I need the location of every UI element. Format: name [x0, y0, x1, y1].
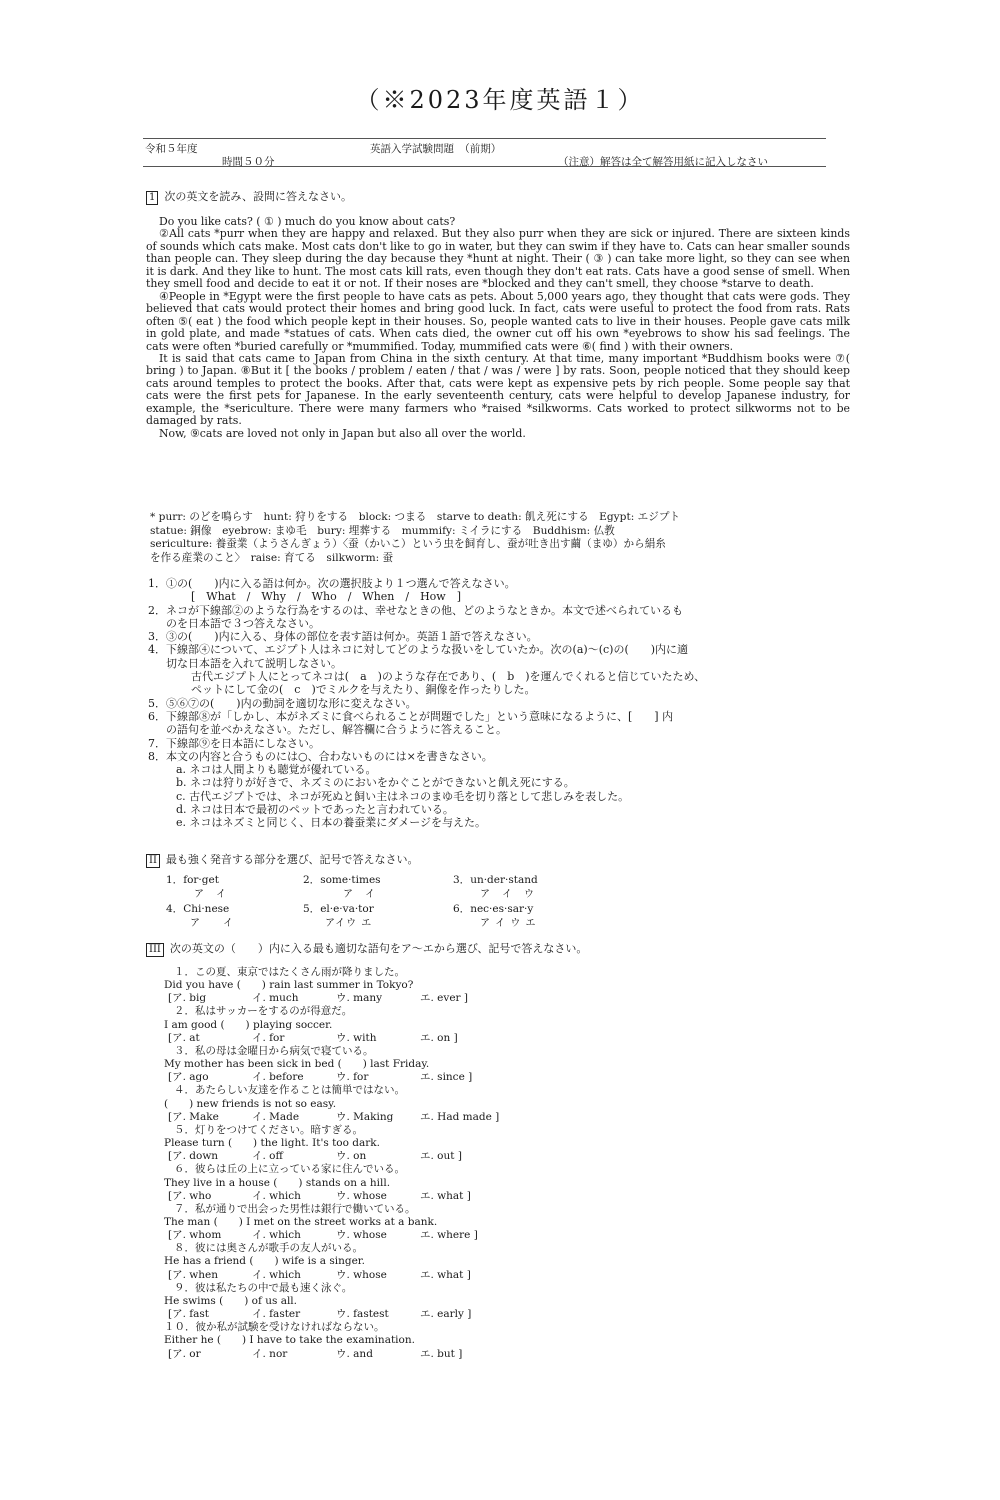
stress-number: 4． — [166, 903, 184, 915]
option-choice: ウ. with — [336, 1031, 377, 1044]
option-choice: エ. early ] — [420, 1308, 472, 1321]
fill-blank-options — [164, 1348, 584, 1361]
glossary-line: sericulture: 養蚕業（ようさんぎょう）〈蚕（かいこ）という虫を飼育し、蚕が吐き出す繭（まゆ）から絹糸 — [150, 538, 666, 550]
question-line: 1．①の( )内に入る語は何か。次の選択肢より１つ選んで答えなさい。 — [148, 577, 516, 590]
glossary-line: * purr: のどを鳴らす hunt: 狩りをする block: つまる starve to death: 飢え死にする Egypt: エジプト — [150, 511, 681, 523]
option-choice: エ. what ] — [420, 1189, 471, 1202]
option-choice: [ア. fast — [168, 1308, 210, 1321]
option-choice: イ. nor — [252, 1347, 288, 1360]
time-label: 時間５０分 — [222, 156, 275, 168]
section3-items — [164, 966, 584, 1361]
stress-word: el·e·va·tor — [320, 903, 374, 915]
option-choice: ウ. fastest — [336, 1308, 389, 1321]
option-choice: ウ. whose — [336, 1229, 387, 1242]
fill-blank-jp: ８．彼には奥さんが歌手の友人がいる。 — [174, 1242, 363, 1255]
glossary — [150, 511, 852, 565]
stress-word: un·der·stand — [470, 874, 538, 886]
fill-blank-sentence: Either he ( ) I have to take the examination. — [164, 1334, 415, 1347]
stress-kana: ア イ ウ — [480, 889, 535, 900]
question-line: 古代エジプト人にとってネコは( a )のような存在であり、( b )を運んでくれると信じていたため、 — [191, 670, 706, 684]
answer-note: （注意）解答は全て解答用紙に記入しなさい — [558, 156, 768, 168]
statement-item: e. ネコはネズミと同じく、日本の養蚕業にダメージを与えた。 — [176, 816, 487, 830]
option-choice: エ. what ] — [420, 1268, 471, 1281]
section2-instruction: 最も強く発音する部分を選び、記号で答えなさい。 — [165, 853, 419, 866]
section2-number: II — [146, 854, 160, 868]
question-choices: [ What / Why / Who / When / How ] — [191, 590, 462, 604]
option-choice: ウ. Making — [336, 1110, 394, 1123]
option-choice: イ. before — [252, 1071, 304, 1084]
fill-blank-jp: ５．灯りをつけてください。暗すぎる。 — [174, 1123, 363, 1136]
fill-blank-sentence: The man ( ) I met on the street works at a bank. — [164, 1215, 438, 1228]
option-choice: [ア. or — [168, 1347, 201, 1360]
section1-heading — [146, 188, 352, 205]
fill-blank-sentence: Please turn ( ) the light. It's too dark. — [164, 1137, 380, 1150]
stress-number: 6． — [453, 903, 471, 915]
stress-kana: ア イ — [343, 889, 376, 900]
passage-para-3: ④People in *Egypt were the first people to have cats as pets. About 5,000 years ago, they thought that cats were gods. They believed that cats would protect their homes and bring good luck. In fact, cats were useful to protect the food from rats. Rats often ⑤( eat ) the food which people kept in their houses. So, people wanted cats to live in their houses. People gave cats milk in gold plate, and made *statues of cats. When cats died, the owner cut off his own *eyebrows to show his sad feelings. The cats were often *buried carefully or *mummified. Today, mummified cats were ⑥( find ) with their owners. — [146, 289, 850, 353]
fill-blank-jp: ４．あたらしい友達を作ることは簡単ではない。 — [174, 1084, 405, 1097]
fill-blank-sentence: My mother has been sick in bed ( ) last Friday. — [164, 1058, 430, 1071]
header-top-rule — [143, 138, 826, 139]
section3-number: III — [146, 943, 164, 957]
question-line: 切な日本語を入れて説明しなさい。 — [166, 656, 342, 670]
passage-para-4: It is said that cats came to Japan from China in the sixth century. At that time, many important *Buddhism books were ⑦( bring ) to Japan. ⑧But it [ the books / problem / eaten / that / was / were ] by rats. Soon, people noticed that they should keep cats around temples to protect the books. After that, cats were kept as expensive pets by rich people. Some people say that cats were the first pets for Japanese. In the early seventeenth century, cats were helpful to develop Japanese industry, for example, the *sericulture. There were many farmers who *raised *silkworms. Cats worked to protect silkworms not to be damaged by rats. — [146, 351, 850, 428]
option-choice: ウ. whose — [336, 1268, 387, 1281]
statement-item: c. 古代エジプトでは、ネコが死ぬと飼い主はネコのまゆ毛を切り落として悲しみを表した。 — [176, 789, 630, 803]
fill-blank-options — [164, 1308, 584, 1321]
passage — [146, 216, 850, 440]
stress-number: 1． — [166, 874, 184, 886]
option-choice: イ. Made — [252, 1110, 300, 1123]
statement-item: a. ネコは人間よりも聴覚が優れている。 — [176, 763, 377, 777]
option-choice: [ア. big — [168, 992, 207, 1005]
fill-blank-jp: １．この夏、東京ではたくさん雨が降りました。 — [174, 966, 405, 978]
option-choice: ウ. for — [336, 1071, 369, 1084]
section3-heading — [146, 940, 587, 957]
fill-blank-jp: ２．私はサッカーをするのが得意だ。 — [174, 1005, 353, 1018]
option-choice: エ. since ] — [420, 1071, 473, 1084]
fill-blank-jp: ３．私の母は金曜日から病気で寝ている。 — [174, 1044, 374, 1057]
fill-blank-sentence: He has a friend ( ) wife is a singer. — [164, 1255, 365, 1268]
option-choice: エ. on ] — [420, 1031, 458, 1044]
option-choice: イ. which — [252, 1229, 301, 1242]
section1-questions — [148, 577, 858, 830]
option-choice: イ. which — [252, 1189, 301, 1202]
fill-blank-options — [164, 992, 584, 1005]
option-choice: エ. Had made ] — [420, 1110, 500, 1123]
option-choice: ウ. and — [336, 1347, 373, 1360]
fill-blank-jp: １０．彼か私が試験を受けなければならない。 — [164, 1321, 385, 1334]
option-choice: [ア. down — [168, 1150, 219, 1163]
stress-number: 5． — [303, 903, 321, 915]
statement-item: b. ネコは狩りが好きで、ネズミのにおいをかぐことができないと飢え死にする。 — [176, 776, 575, 790]
fill-blank-jp: ６．彼らは丘の上に立っている家に住んでいる。 — [174, 1163, 405, 1176]
section1-instruction: 次の英文を読み、設問に答えなさい。 — [164, 190, 353, 203]
stress-word: for·get — [183, 874, 219, 886]
option-choice: イ. faster — [252, 1308, 301, 1321]
option-choice: [ア. ago — [168, 1071, 209, 1084]
passage-para-5: Now, ⑨cats are loved not only in Japan but also all over the world. — [159, 426, 526, 440]
question-line: 5．⑤⑥⑦の( )内の動詞を適切な形に変えなさい。 — [148, 696, 417, 710]
option-choice: [ア. Make — [168, 1110, 219, 1123]
question-line: 7．下線部⑨を日本語にしなさい。 — [148, 736, 320, 750]
stress-kana: アイウ エ — [325, 918, 373, 929]
fill-blank-options — [164, 1032, 584, 1045]
fill-blank-options — [164, 1071, 584, 1084]
stress-kana: ア イ — [194, 889, 227, 900]
option-choice: ウ. whose — [336, 1189, 387, 1202]
statement-item: d. ネコは日本で最初のペットであったと言われている。 — [176, 803, 454, 817]
option-choice: エ. ever ] — [420, 992, 468, 1005]
section3-instruction: 次の英文の（ ）内に入る最も適切な語句をア～エから選び、記号で答えなさい。 — [169, 942, 588, 955]
option-choice: [ア. at — [168, 1031, 200, 1044]
question-line: 3．③の( )内に入る、身体の部位を表す語は何か。英語１語で答えなさい。 — [148, 630, 538, 644]
option-choice: ウ. many — [336, 992, 383, 1005]
option-choice: ウ. on — [336, 1150, 367, 1163]
fill-blank-sentence: I am good ( ) playing soccer. — [164, 1018, 333, 1031]
question-line: ペットにして金の( c )でミルクを与えたり、銅像を作ったりした。 — [191, 683, 536, 697]
fill-blank-options — [164, 1150, 584, 1163]
stress-word: some·times — [320, 874, 381, 886]
option-choice: エ. out ] — [420, 1150, 462, 1163]
fill-blank-jp: ９．彼は私たちの中で最も速く泳ぐ。 — [174, 1281, 353, 1294]
fill-blank-sentence: They live in a house ( ) stands on a hill. — [164, 1176, 391, 1189]
page-title: （※2023年度英語１） — [355, 86, 645, 114]
option-choice: エ. but ] — [420, 1347, 463, 1360]
stress-number: 3． — [453, 874, 471, 886]
option-choice: エ. where ] — [420, 1229, 478, 1242]
stress-kana: ア イ ウ エ — [480, 918, 537, 929]
fill-blank-sentence: Did you have ( ) rain last summer in Tokyo? — [164, 979, 414, 992]
stress-word: nec·es·sar·y — [470, 903, 534, 915]
fill-blank-sentence: He swims ( ) of us all. — [164, 1294, 298, 1307]
glossary-line: statue: 銅像 eyebrow: まゆ毛 bury: 埋葬する mummify: ミイラにする Buddhism: 仏教 — [150, 524, 615, 537]
fill-blank-options — [164, 1111, 584, 1124]
fill-blank-options — [164, 1190, 584, 1203]
question-line: 6．下線部⑧が「しかし、本がネズミに食べられることが問題でした」という意味になるように、[ ] 内 — [148, 709, 674, 723]
glossary-line: を作る産業のこと〉 raise: 育てる silkworm: 蚕 — [150, 551, 394, 564]
option-choice: イ. for — [252, 1031, 285, 1044]
passage-para-1: Do you like cats? ( ① ) much do you know about cats? — [159, 215, 456, 228]
question-line: 8．本文の内容と合うものには○、合わないものには×を書きなさい。 — [148, 749, 493, 763]
passage-para-2: ②All cats *purr when they are happy and relaxed. But they also purr when they are sick or injured. There are sixteen kinds of sounds which cats make. Most cats don't like to go in water, but they can swim if they have to. Cats can hear smaller sounds than people can. They sleep during the day because they *hunt at night. Their ( ③ ) can take more light, so they can see when it is dark. And they like to hunt. The most cats kill rats, even though they don't eat rats. Cats have a good sense of smell. When they smell food and decide to eat it or not. If their noses are *blocked and they can't smell, they choose *starve to death. — [146, 227, 850, 291]
question-line: 2．ネコが下線部②のような行為をするのは、幸せなときの他、どのようなときか。本文で述べられているも — [148, 603, 683, 617]
option-choice: [ア. who — [168, 1189, 212, 1202]
option-choice: [ア. whom — [168, 1229, 222, 1242]
stress-kana: ア イ — [190, 918, 234, 929]
option-choice: [ア. when — [168, 1268, 218, 1281]
stress-word: Chi·nese — [183, 903, 230, 915]
fill-blank-options — [164, 1269, 584, 1282]
section2-heading — [146, 851, 418, 868]
section1-number: 1 — [146, 191, 158, 205]
exam-title: 英語入学試験問題 （前期） — [370, 143, 502, 155]
option-choice: イ. off — [252, 1150, 283, 1163]
option-choice: イ. which — [252, 1268, 301, 1281]
stress-number: 2． — [303, 874, 321, 886]
fill-blank-options — [164, 1229, 584, 1242]
year-label: 令和５年度 — [145, 143, 198, 155]
question-line: の語句を並べかえなさい。ただし、解答欄に合うように答えること。 — [166, 723, 507, 737]
fill-blank-sentence: ( ) new friends is not so easy. — [164, 1097, 337, 1110]
question-line: 4．下線部④について、エジプト人はネコに対してどのような扱いをしていたか。次の(a)～(c)の( )内に適 — [148, 643, 689, 657]
header-bottom-rule — [143, 166, 826, 167]
question-line: のを日本語で３つ答えなさい。 — [166, 616, 320, 630]
fill-blank-jp: ７．私が通りで出会った男性は銀行で働いている。 — [174, 1202, 416, 1215]
option-choice: イ. much — [252, 992, 299, 1005]
